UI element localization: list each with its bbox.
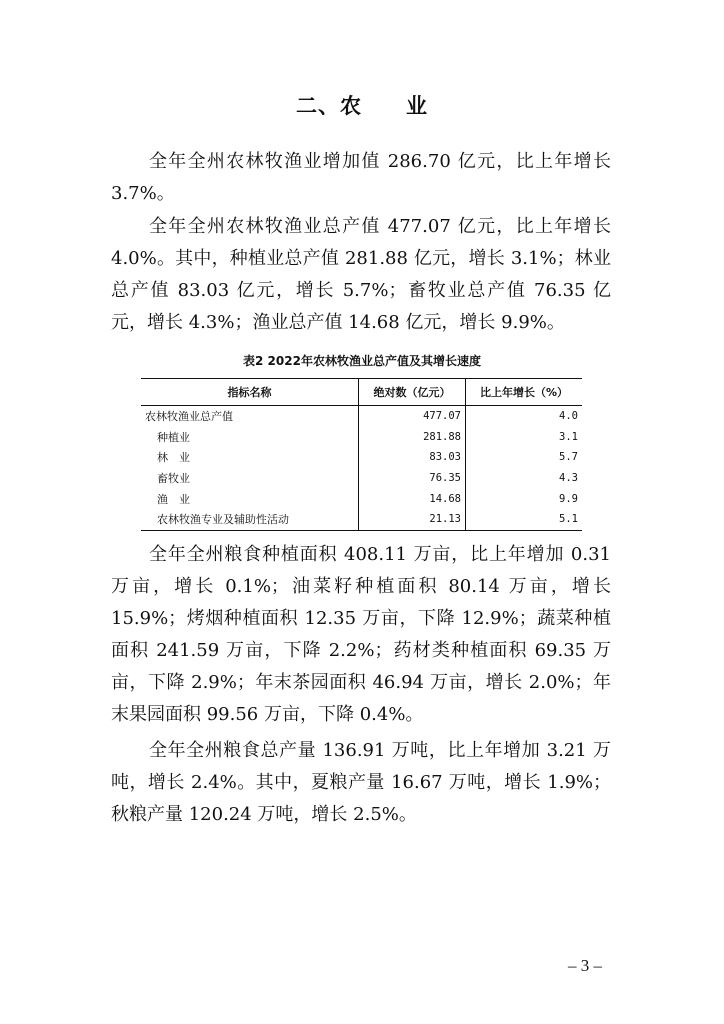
row-growth: 5.7: [559, 451, 578, 464]
paragraph-value-added: 全年全州农林牧渔业增加值 286.70 亿元，比上年增长 3.7%。: [111, 151, 611, 204]
row-name: 农林牧渔业总产值: [141, 406, 359, 427]
output-table: [141, 378, 582, 531]
row-value: 281.88: [359, 427, 466, 448]
table-row: [141, 509, 582, 530]
paragraph-planting-area: 全年全州粮食种植面积 408.11 万亩，比上年增加 0.31 万亩，增长 0.1%；油菜籽种植面积 80.14 万亩，增长 15.9%；烤烟种植面积 12.35 万亩，下降 12.9%；蔬菜种植面积 241.59 万亩，下降 2.2%；药材类种植面积 69.35 万亩，下降 2.9%；年末茶园面积 46.94 万亩，增长 2.0%；年末果园面积 99.56 万亩，下降 0.4%。: [111, 544, 611, 725]
row-name: 农林牧渔专业及辅助性活动: [141, 509, 359, 530]
table-row: [141, 447, 582, 468]
table-title: 表2 2022年农林牧渔业总产值及其增长速度: [243, 354, 481, 368]
row-value: 21.13: [359, 509, 466, 530]
row-value: 477.07: [359, 406, 466, 427]
row-growth: 4.0: [559, 410, 578, 423]
table-row: [141, 427, 582, 448]
paragraph-grain-output: 全年全州粮食总产量 136.91 万吨，比上年增加 3.21 万吨，增长 2.4%。其中，夏粮产量 16.67 万吨，增长 1.9%；秋粮产量 120.24 万吨，增长 2.5%。: [111, 740, 611, 825]
paragraph-gross-output: 全年全州农林牧渔业总产值 477.07 亿元，比上年增长 4.0%。其中，种植业总产值 281.88 亿元，增长 3.1%；林业总产值 83.03 亿元，增长 5.7%；畜牧业总产值 76.35 亿元，增长 4.3%；渔业总产值 14.68 亿元，增长 9.9%。: [111, 216, 611, 333]
page-number: – 3 –: [568, 956, 602, 975]
row-name: 种植业: [141, 427, 359, 448]
table-row: [141, 488, 582, 509]
table-row: [141, 406, 582, 427]
row-name: 林 业: [141, 447, 359, 468]
header-absolute: 绝对数（亿元）: [359, 379, 466, 406]
row-value: 83.03: [359, 447, 466, 468]
row-growth: 4.3: [559, 472, 578, 485]
header-growth: 比上年增长（%）: [466, 379, 583, 406]
row-name: 渔 业: [141, 488, 359, 509]
row-value: 76.35: [359, 468, 466, 489]
section-title: 二、农 业: [296, 94, 428, 118]
table-header-row: [141, 379, 582, 406]
row-growth: 9.9: [559, 492, 578, 505]
header-indicator: 指标名称: [141, 379, 359, 406]
row-name: 畜牧业: [141, 468, 359, 489]
row-growth: 5.1: [466, 509, 583, 530]
row-growth: 3.1: [559, 430, 578, 443]
table-row: [141, 468, 582, 489]
row-value: 14.68: [359, 488, 466, 509]
